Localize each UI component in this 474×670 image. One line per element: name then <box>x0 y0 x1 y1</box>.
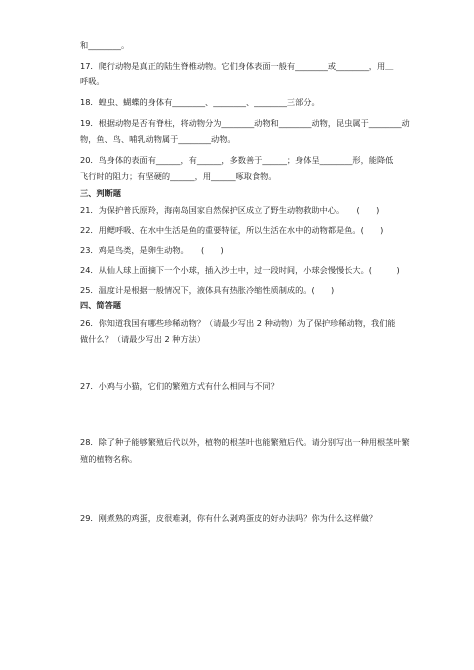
section-heading-true-false: 三、判断题 <box>80 188 121 198</box>
q24-line1: 24．从仙人球上面摘下一个小球，插入沙土中，过一段时间，小球会慢慢长大。( ) <box>80 265 400 275</box>
q23-line1: 23．鸡是鸟类，是卵生动物。 ( ) <box>80 245 224 255</box>
q28-line2: 殖的植物名称。 <box>80 454 138 464</box>
q16-continuation: 和________。 <box>80 40 130 50</box>
q27-line1: 27．小鸡与小猫，它们的繁殖方式有什么相同与不同？ <box>80 381 279 391</box>
q17-line2: 呼吸。 <box>80 76 105 86</box>
q28-line1: 28．除了种子能够繁殖后代以外，植物的根茎叶也能繁殖后代。请分别写出一种用根茎叶繁 <box>80 437 410 447</box>
q25-line1: 25．温度计是根据一般情况下，液体具有热胀冷缩性质制成的。( ) <box>80 285 335 295</box>
q20-line1: 20．鸟身体的表面有______，有______，多数善于______；身体呈________形，能降低 <box>80 155 394 165</box>
q20-line2: 飞行时的阻力；有坚硬的______，用______啄取食物。 <box>80 171 277 181</box>
q17-line1: 17．爬行动物是真正的陆生脊椎动物。它们身体表面一般有________或________，用＿ <box>80 61 394 71</box>
q22-line1: 22．用鳃呼吸、在水中生活是鱼的重要特征，所以生活在水中的动物都是鱼。( ) <box>80 225 384 235</box>
q18-line1: 18．蝗虫、蝴蝶的身体有________、________、________三部分。 <box>80 97 320 107</box>
q29-line1: 29．刚煮熟的鸡蛋，皮很难剥，你有什么剥鸡蛋皮的好办法吗？你为什么这样做？ <box>80 513 377 523</box>
q26-line1: 26．你知道我国有哪些珍稀动物？（请最少写出 2 种动物）为了保护珍稀动物，我们能 <box>80 318 396 328</box>
section-heading-short-answer: 四、简答题 <box>80 300 121 310</box>
q21-line1: 21．为保护普氏原羚，海南岛国家自然保护区成立了野生动物救助中心。 ( ) <box>80 205 380 215</box>
q19-line2: 物，鱼、鸟、哺乳动物属于________动物。 <box>80 134 236 144</box>
q19-line1: 19．根据动物是否有脊柱，将动物分为________动物和________动物，昆虫属于________动 <box>80 118 410 128</box>
q26-line2: 做什么？（请最少写出 2 种方法） <box>80 334 206 344</box>
